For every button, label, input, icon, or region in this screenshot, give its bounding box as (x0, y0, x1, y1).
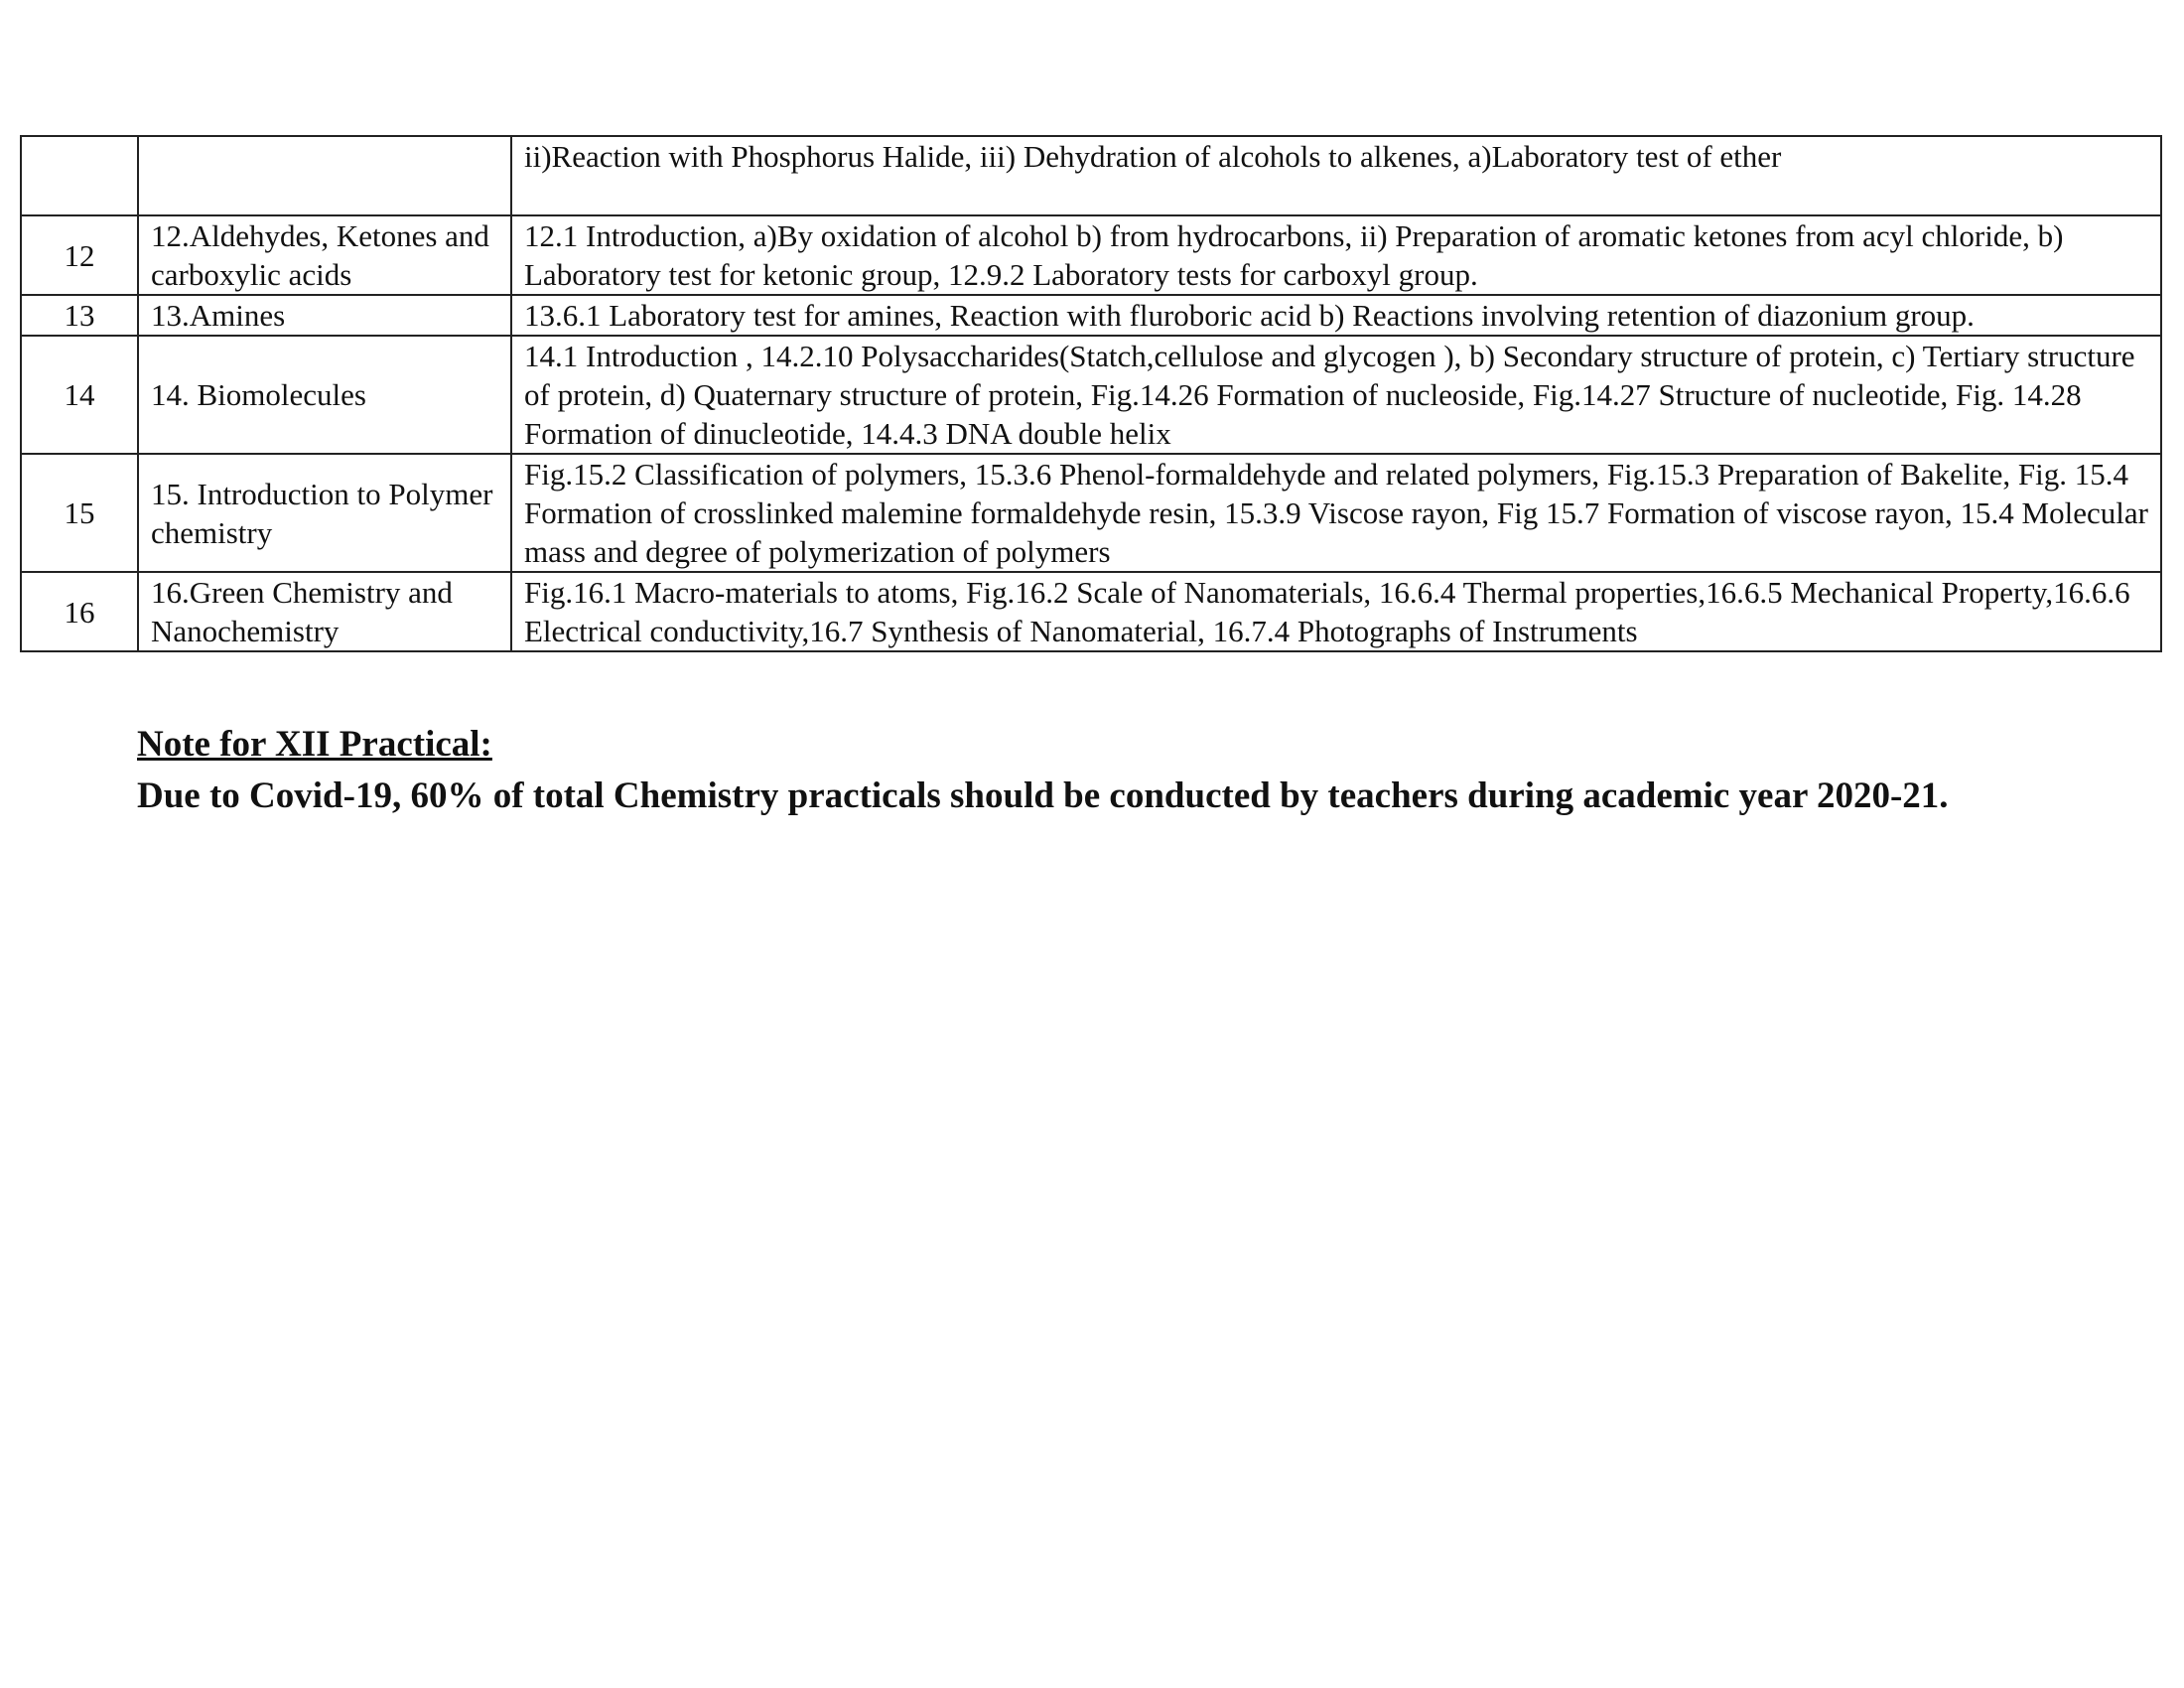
chapter-name: 15. Introduction to Polymer chemistry (138, 454, 511, 572)
row-number: 13 (21, 295, 138, 336)
row-number (21, 136, 138, 215)
deleted-content: 13.6.1 Laboratory test for amines, Reaction with fluroboric acid b) Reactions involving retention of diazonium group. (511, 295, 2161, 336)
table-row (21, 572, 2161, 651)
note-title: Note for XII Practical: (137, 724, 492, 765)
chapter-name: 12.Aldehydes, Ketones and carboxylic acids (138, 215, 511, 295)
row-number: 12 (21, 215, 138, 295)
table-row (21, 336, 2161, 454)
deleted-content: 12.1 Introduction, a)By oxidation of alcohol b) from hydrocarbons, ii) Preparation of aromatic ketones from acyl chloride, b) Laboratory test for ketonic group, 12.9.2 Laboratory tests for carboxyl group. (511, 215, 2161, 295)
table-row (21, 215, 2161, 295)
deleted-content: ii)Reaction with Phosphorus Halide, iii) Dehydration of alcohols to alkenes, a)Laboratory test of ether (511, 136, 2161, 215)
row-number: 14 (21, 336, 138, 454)
chapter-name: 14. Biomolecules (138, 336, 511, 454)
chapter-name (138, 136, 511, 215)
table-row (21, 454, 2161, 572)
table-row (21, 295, 2161, 336)
table-row (21, 136, 2161, 215)
note-body: Due to Covid-19, 60% of total Chemistry practicals should be conducted by teachers during academic year 2020-21. (137, 775, 1949, 816)
row-number: 15 (21, 454, 138, 572)
deleted-content: 14.1 Introduction , 14.2.10 Polysaccharides(Statch,cellulose and glycogen ), b) Secondary structure of protein, c) Tertiary structure of protein, d) Quaternary structure of protein, Fig.14.26 Formation of nucleoside, Fig.14.27 Structure of nucleotide, Fig. 14.28 Formation of dinucleotide, 14.4.3 DNA double helix (511, 336, 2161, 454)
deleted-content: Fig.16.1 Macro-materials to atoms, Fig.16.2 Scale of Nanomaterials, 16.6.4 Thermal properties,16.6.5 Mechanical Property,16.6.6 Electrical conductivity,16.7 Synthesis of Nanomaterial, 16.7.4 Photographs of Instruments (511, 572, 2161, 651)
row-number: 16 (21, 572, 138, 651)
chapter-name: 16.Green Chemistry and Nanochemistry (138, 572, 511, 651)
chapter-name: 13.Amines (138, 295, 511, 336)
deleted-content: Fig.15.2 Classification of polymers, 15.3.6 Phenol-formaldehyde and related polymers, Fig.15.3 Preparation of Bakelite, Fig. 15.4 Formation of crosslinked malemine formaldehyde resin, 15.3.9 Viscose rayon, Fig 15.7 Formation of viscose rayon, 15.4 Molecular mass and degree of polymerization of polymers (511, 454, 2161, 572)
syllabus-table (20, 135, 2162, 652)
